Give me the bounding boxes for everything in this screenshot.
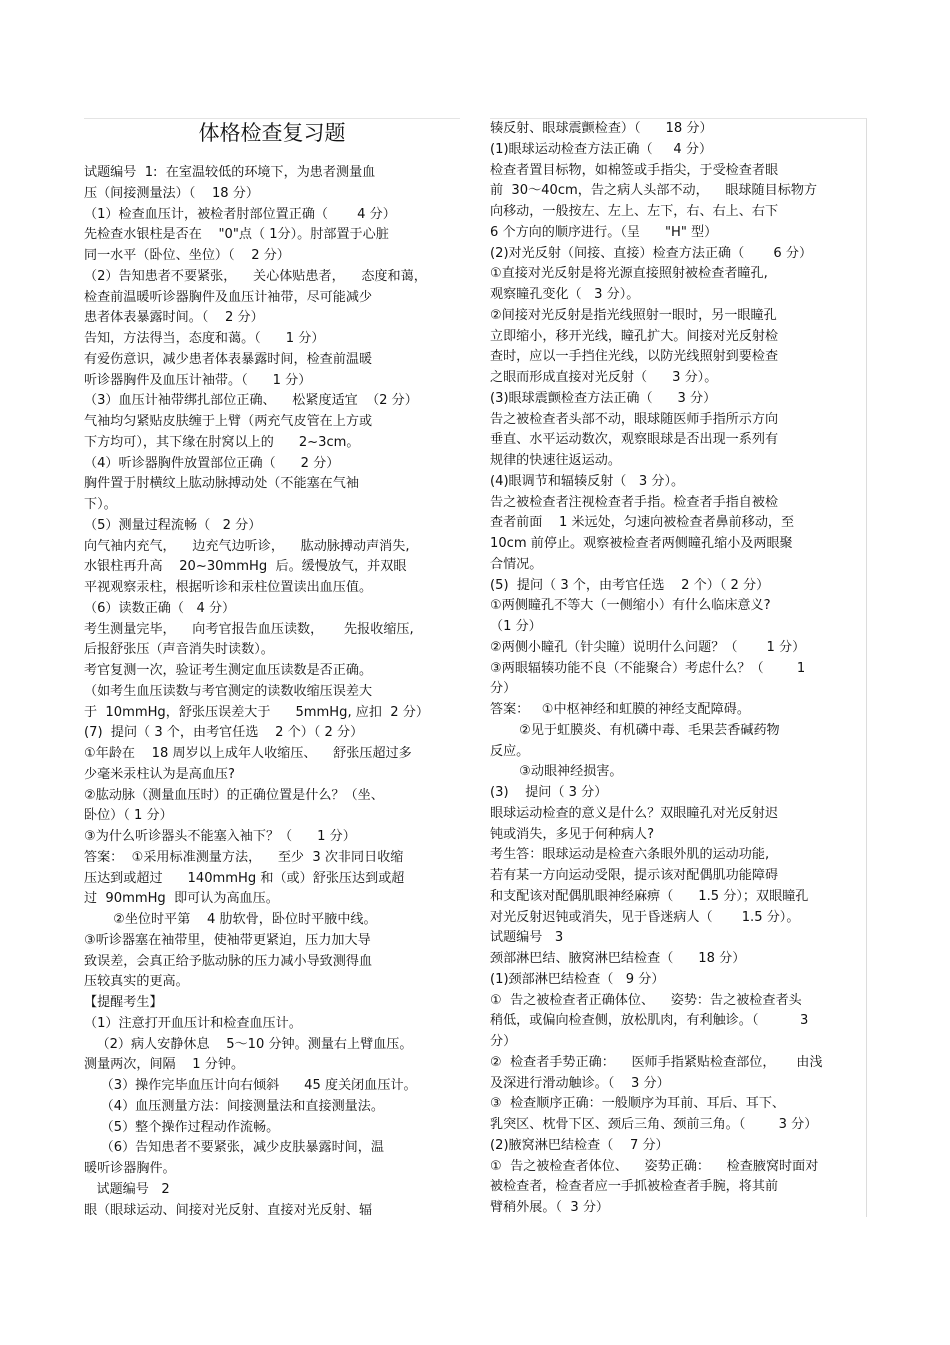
text-line: 分） (490, 681, 517, 697)
text-line: （1）注意打开血压计和检查血压计。 (84, 1015, 302, 1031)
text-line: （4）血压测量方法：间接测量法和直接测量法。 (84, 1098, 384, 1114)
text-line: （5）整个操作过程动作流畅。 (84, 1119, 280, 1135)
text-line: ③为什么听诊器头不能塞入袖下？（ 1 分） (84, 829, 356, 844)
text-line: (2)对光反射（间接、直接）检查方法正确（ 6 分） (490, 245, 813, 261)
text-line: 钝或消失，多见于何种病人? (490, 826, 655, 842)
text-line: 考官复测一次，验证考生测定血压读数是否正确。 (84, 663, 373, 678)
text-line: （5）测量过程流畅（ 2 分） (84, 517, 262, 533)
text-line: （2）病人安静休息 5～10 分钟。测量右上臂血压。 (84, 1036, 413, 1052)
text-line: 压（间接测量法）（ 18 分） (84, 185, 259, 201)
text-line: 下）。 (84, 497, 117, 512)
text-line: 之眼而形成直接对光反射（ 3 分）。 (490, 370, 718, 385)
text-line: 卧位）（ 1 分） (84, 808, 173, 824)
text-line: 规律的快速往返运动。 (490, 453, 621, 468)
text-line: 向气袖内充气， 边充气边听诊， 肱动脉搏动声消失, (84, 538, 410, 554)
text-line: 眼（眼球运动、间接对光反射、直接对光反射、辐 (84, 1202, 373, 1218)
text-line: ③听诊器塞在袖带里，使袖带更紧迫，压力加大导 (84, 932, 371, 948)
text-line: 6 个方向的顺序进行。（呈 "H" 型） (490, 224, 718, 240)
text-line: 乳突区、枕骨下区、颈后三角、颈前三角。（ 3 分） (490, 1117, 818, 1132)
text-line: ②间接对光反射是指光线照射一眼时，另一眼瞳孔 (490, 307, 777, 323)
text-line: 对光反射迟钝或消失，见于昏迷病人（ 1.5 分）。 (490, 909, 800, 925)
text-line: 过 90mmHg 即可认为高血压。 (84, 891, 279, 907)
text-line: (3) 提问（ 3 分） (490, 785, 608, 800)
text-line: 后报舒张压（声音消失时读数）。 (84, 642, 274, 658)
text-line: ③ 检查顺序正确：一般顺序为耳前、耳后、耳下、 (490, 1096, 786, 1112)
text-line: 试题编号 2 (84, 1181, 170, 1197)
text-line: 检查者置目标物，如棉签或手指尖，于受检查者眼 (490, 162, 779, 178)
text-line: 考生测量完毕， 向考官报告血压读数， 先报收缩压, (84, 621, 414, 637)
text-line: ①两侧瞳孔不等大（一侧缩小）有什么临床意义? (490, 598, 771, 614)
text-line: 气袖均匀紧贴皮肤缠于上臂（两充气皮管在上方或 (84, 414, 373, 429)
left-column (84, 118, 460, 1217)
text-line: ③两眼辐辏功能不良（不能聚合）考虑什么？（ 1 (490, 660, 806, 676)
text-line: 前 30～40cm，告之病人头部不动， 眼球随目标物方 (490, 183, 818, 199)
text-line: （3）血压计袖带绑扎部位正确、 松紧度适宜 （2 分） (84, 393, 418, 409)
text-line: （2）告知患者不要紧张， 关心体贴患者， 态度和蔼， (84, 268, 427, 284)
text-line: 胸件置于肘横纹上肱动脉搏动处（不能塞在气袖 (84, 476, 359, 492)
text-line: 查者前面 1 米远处，匀速向被检查者鼻前移动，至 (490, 515, 795, 531)
text-line: ②见于虹膜炎、有机磷中毒、毛果芸香碱药物 (490, 722, 780, 738)
text-line: ②坐位时平第 4 肋软骨，卧位时平腋中线。 (84, 912, 377, 927)
text-line: ②肱动脉（测量血压时）的正确位置是什么？（坐、 (84, 787, 384, 803)
text-line: 垂直、水平运动数次，观察眼球是否出现一系列有 (490, 432, 779, 448)
text-line: 试题编号 1: 在室温较低的环境下，为患者测量血 (84, 165, 376, 180)
text-line: 告知，方法得当，态度和蔼。（ 1 分） (84, 331, 325, 346)
text-line: 反应。 (490, 743, 530, 759)
text-line: (3)眼球震颤检查方法正确（ 3 分） (490, 390, 717, 406)
text-line: 眼球运动检查的意义是什么？双眼瞳孔对光反射迟 (490, 805, 779, 821)
text-line: (2)腋窝淋巴结检查（ 7 分） (490, 1137, 669, 1153)
text-line: （1）检查血压计，被检者肘部位置正确（ 4 分） (84, 206, 396, 222)
right-column (490, 118, 867, 1217)
text-line: 臂稍外展。（ 3 分） (490, 1200, 610, 1215)
text-line: 立即缩小，移开光线，瞳孔扩大。间接对光反射检 (490, 328, 779, 344)
text-line: (1)眼球运动检查方法正确（ 4 分） (490, 141, 713, 157)
text-line: 水银柱再升高 20~30mmHg 后。缓慢放气，并双眼 (84, 559, 407, 575)
text-line: （6）读数正确（ 4 分） (84, 600, 236, 616)
page-title: 体格检查复习题 (198, 121, 346, 145)
text-line: ① 告之被检查者正确体位、 姿势：告之被检查者头 (490, 992, 802, 1008)
text-line: 合情况。 (490, 556, 543, 572)
text-line: (4)眼调节和辐辏反射（ 3 分）。 (490, 473, 685, 489)
text-line: 压达到或超过 140mmHg 和（或）舒张压达到或超 (84, 870, 405, 886)
text-line: 试题编号 3 (490, 930, 564, 946)
text-line: 于 10mmHg，舒张压误差大于 5mmHg, 应扣 2 分） (84, 704, 429, 720)
text-line: 和支配该对配偶肌眼神经麻痹（ 1.5 分）；双眼瞳孔 (490, 888, 809, 904)
text-line: 10cm 前停止。观察被检查者两侧瞳孔缩小及两眼聚 (490, 536, 793, 551)
text-line: ②两侧小瞳孔（针尖瞳）说明什么问题？（ 1 分） (490, 639, 806, 655)
text-line: 若有某一方向运动受限，提示该对配偶肌功能障碍 (490, 868, 779, 883)
text-line: 查时，应以一手挡住光线，以防光线照射到要检查 (490, 349, 779, 365)
text-line: 【提醒考生】 (84, 995, 163, 1010)
text-line: ③动眼神经损害。 (490, 764, 623, 780)
text-line: 分） (490, 1034, 517, 1049)
text-line: 同一水平（卧位、坐位）（ 2 分） (84, 248, 290, 263)
text-line: (1)颈部淋巴结检查（ 9 分） (490, 971, 665, 987)
text-line: ② 检查者手势正确： 医师手指紧贴检查部位， 由浅 (490, 1054, 823, 1070)
text-line: 听诊器胸件及血压计袖带。（ 1 分） (84, 372, 312, 388)
text-line: 先检查水银柱是否在 "0"点（ 1分）。肘部置于心脏 (84, 227, 389, 243)
text-line: 告之被检查者注视检查者手指。检查者手指自被检 (490, 494, 779, 510)
text-line: 答案： ①采用标准测量方法， 至少 3 次非同日收缩 (84, 849, 404, 865)
text-line: 被检查者，检查者应一手抓被检查者手腕，将其前 (490, 1179, 779, 1195)
text-line: （3）操作完毕血压计向右倾斜 45 度关闭血压计。 (84, 1078, 417, 1093)
text-line: 辏反射、眼球震颤检查）（ 18 分） (490, 121, 713, 136)
text-line: 告之被检查者头部不动，眼球随医师手指所示方向 (490, 411, 779, 427)
text-line: 向移动，一般按左、左上、左下，右、右上、右下 (490, 204, 779, 219)
text-line: 致误差，会真正给予肱动脉的压力减小导致测得血 (84, 953, 373, 969)
text-line: （如考生血压读数与考官测定的读数收缩压误差大 (84, 683, 373, 699)
text-line: 测量两次，间隔 1 分钟。 (84, 1057, 245, 1073)
text-line: 患者体表暴露时间。（ 2 分） (84, 310, 264, 326)
text-line: (7) 提问（ 3 个，由考官任选 2 个）（ 2 分） (84, 725, 364, 741)
text-line: 颈部淋巴结、腋窝淋巴结检查（ 18 分） (490, 951, 746, 966)
text-line: 考生答：眼球运动是检查六条眼外肌的运动功能, (490, 847, 770, 863)
text-line: 压较真实的更高。 (84, 974, 189, 990)
text-line: 稍低，或偏向检查侧，放松肌肉，有利触诊。（ 3 (490, 1013, 809, 1029)
text-line: 平视观察汞柱，根据听诊和汞柱位置读出血压值。 (84, 580, 373, 595)
text-line: ①直接对光反射是将光源直接照射被检查者瞳孔, (490, 266, 768, 282)
text-line: （4）听诊器胸件放置部位正确（ 2 分） (84, 455, 340, 471)
text-line: 暖听诊器胸件。 (84, 1161, 176, 1176)
text-line: 观察瞳孔变化（ 3 分）。 (490, 287, 640, 302)
text-line: 答案： ①中枢神经和虹膜的神经支配障碍。 (490, 702, 750, 717)
text-line: ① 告之被检查者体位、 姿势正确： 检查腋窝时面对 (490, 1158, 819, 1174)
text-line: (5) 提问（ 3 个，由考官任选 2 个）（ 2 分） (490, 577, 770, 593)
text-line: 少毫米汞柱认为是高血压? (84, 766, 235, 782)
text-line: 下方均可），其下缘在肘窝以上的 2~3cm。 (84, 434, 360, 450)
text-line: （6）告知患者不要紧张，减少皮肤暴露时间，温 (84, 1140, 384, 1156)
text-line: 及深进行滑动触诊。（ 3 分） (490, 1075, 670, 1091)
text-line: ①年龄在 18 周岁以上成年人收缩压、 舒张压超过多 (84, 746, 412, 761)
text-line: 有爱伤意识，减少患者体表暴露时间，检查前温暖 (84, 351, 373, 367)
text-line: （1 分） (490, 619, 542, 634)
text-line: 检查前温暖听诊器胸件及血压计袖带，尽可能减少 (84, 289, 373, 305)
